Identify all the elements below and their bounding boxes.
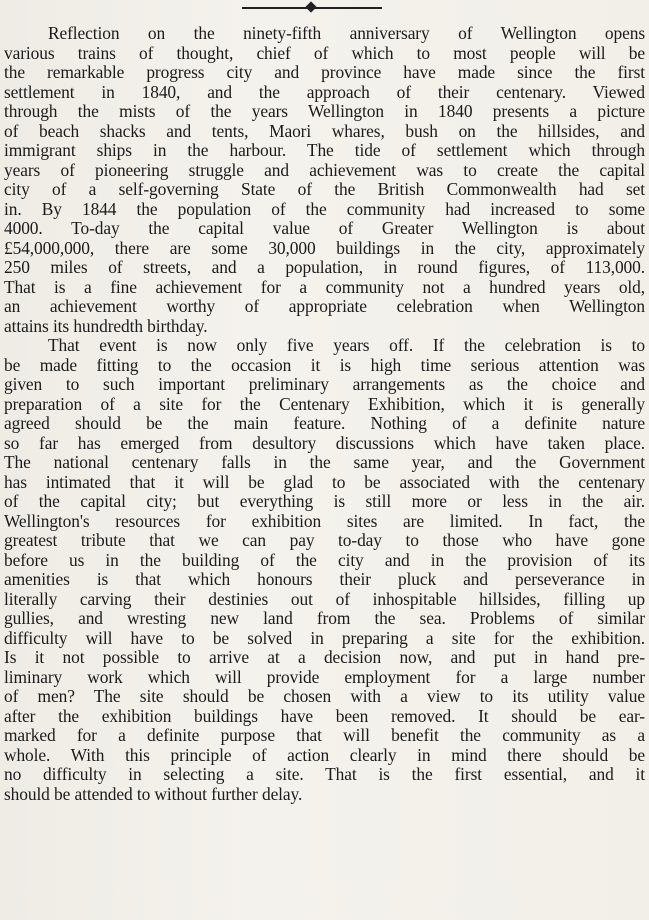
text-line: after the exhibition buildings have been removed. It should be ear-: [4, 705, 645, 726]
text-line: so far has emerged from desultory discussions which have taken place.: [4, 432, 645, 453]
text-line: Is it not possible to arrive at a decision now, and put in hand pre-: [4, 647, 645, 667]
text-line: in. By 1844 the population of the community had increased to some: [4, 198, 645, 219]
text-line: should be attended to without further delay.: [4, 783, 303, 804]
text-line: attains its hundredth birthday.: [4, 315, 208, 336]
text-line: That is a fine achievement for a community not a hundred years old,: [4, 276, 645, 297]
text-line: no difficulty in selecting a site. That is the first essential, and it: [4, 764, 645, 784]
text-line: literally carving their destinies out of inhospitable hillsides, filling up: [4, 588, 645, 609]
text-line: difficulty will have to be solved in preparing a site for the exhibition.: [4, 627, 645, 648]
text-line: That event is now only five years off. If the celebration is to: [48, 335, 645, 355]
text-line: the remarkable progress city and province have made since the first: [4, 62, 645, 82]
text-line: Wellington's resources for exhibition sites are limited. In fact, the: [4, 510, 645, 531]
text-line: years of pioneering struggle and achievement was to create the capital: [4, 159, 645, 180]
text-line: liminary work which will provide employment for a large number: [4, 666, 645, 687]
text-line: marked for a definite purpose that will benefit the community as a: [4, 725, 645, 745]
paragraph-2: [4, 336, 645, 804]
text-line: settlement in 1840, and the approach of their centenary. Viewed: [4, 81, 645, 102]
text-line: city of a self-governing State of the British Commonwealth had set: [4, 179, 645, 199]
text-line: The national centenary falls in the same year, and the Government: [4, 452, 645, 472]
text-line: amenities is that which honours their pluck and perseverance in: [4, 569, 645, 589]
ornament-diamond-icon: [305, 1, 316, 12]
decorative-rule-ornament: [242, 0, 382, 16]
text-line: before us in the building of the city and in the provision of its: [4, 549, 645, 570]
text-line: immigrant ships in the harbour. The tide of settlement which through: [4, 140, 645, 160]
editorial-article: [4, 24, 645, 804]
text-line: 250 miles of streets, and a population, in round figures, of 113,000.: [4, 257, 645, 277]
text-line: Reflection on the ninety-fifth anniversary of Wellington opens: [48, 23, 645, 43]
text-line: of men? The site should be chosen with a view to its utility value: [4, 686, 645, 706]
text-line: agreed should be the main feature. Nothing of a definite nature: [4, 413, 645, 433]
text-line: greatest tribute that we can pay to-day to those who have gone: [4, 530, 645, 550]
text-line: an achievement worthy of appropriate celebration when Wellington: [4, 296, 645, 316]
text-line: preparation of a site for the Centenary Exhibition, which it is generally: [4, 393, 645, 414]
text-line: whole. With this principle of action clearly in mind there should be: [4, 744, 645, 765]
text-line: of the capital city; but everything is still more or less in the air.: [4, 491, 645, 511]
text-line: of beach shacks and tents, Maori whares, bush on the hillsides, and: [4, 120, 645, 141]
text-line: various trains of thought, chief of which to most people will be: [4, 42, 645, 63]
text-line: be made fitting to the occasion it is high time serious attention was: [4, 354, 645, 375]
text-line: through the mists of the years Wellington in 1840 presents a picture: [4, 101, 645, 121]
text-line: £54,000,000, there are some 30,000 buildings in the city, approximately: [4, 237, 645, 258]
text-line: has intimated that it will be glad to be associated with the centenary: [4, 471, 645, 492]
text-line: gullies, and wresting new land from the sea. Problems of similar: [4, 608, 645, 628]
text-line: given to such important preliminary arrangements as the choice and: [4, 374, 645, 394]
paragraph-1: [4, 24, 645, 336]
text-line: 4000. To-day the capital value of Greater Wellington is about: [4, 218, 645, 238]
